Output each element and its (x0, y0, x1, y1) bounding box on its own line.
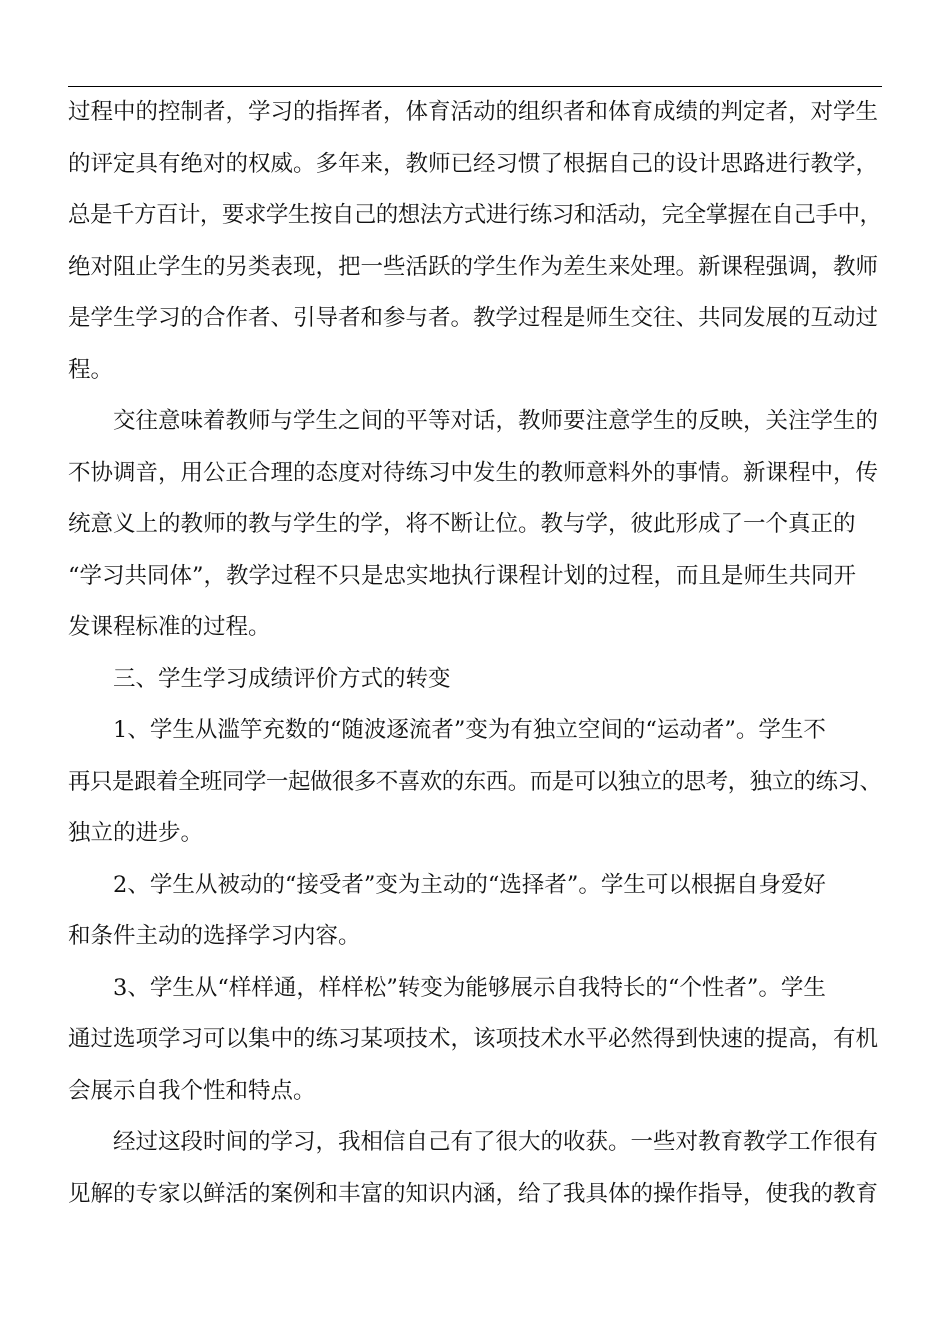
document-body (68, 97, 882, 1230)
header-rule (68, 86, 882, 87)
text-line: “学习共同体”，教学过程不只是忠实地执行课程计划的过程，而且是师生共同开 (68, 562, 857, 589)
text-line: 再只是跟着全班同学一起做很多不喜欢的东西。而是可以独立的思考，独立的练习、 (68, 768, 882, 795)
text-line: 独立的进步。 (68, 820, 204, 846)
text-line: 三、学生学习成绩评价方式的转变 (113, 665, 451, 692)
text-line: 2、学生从被动的“接受者”变为主动的“选择者”。学生可以根据自身爱好 (113, 871, 826, 898)
text-line: 的评定具有绝对的权威。多年来，教师已经习惯了根据自己的设计思路进行教学， (68, 150, 879, 177)
text-line: 会展示自我个性和特点。 (68, 1077, 316, 1104)
text-line: 总是千方百计，要求学生按自己的想法方式进行练习和活动，完全掌握在自己手中， (68, 202, 882, 228)
text-line: 不协调音，用公正合理的态度对待练习中发生的教师意料外的事情。新课程中，传 (68, 459, 879, 486)
text-line: 通过选项学习可以集中的练习某项技术，该项技术水平必然得到快速的提高，有机 (68, 1026, 879, 1052)
text-line: 1、学生从滥竽充数的“随波逐流者”变为有独立空间的“运动者”。学生不 (113, 717, 826, 743)
text-line: 统意义上的教师的教与学生的学，将不断让位。教与学，彼此形成了一个真正的 (68, 511, 856, 537)
text-line: 交往意味着教师与学生之间的平等对话，教师要注意学生的反映，关注学生的 (113, 408, 879, 434)
text-line: 和条件主动的选择学习内容。 (68, 923, 361, 949)
text-line: 绝对阻止学生的另类表现，把一些活跃的学生作为差生来处理。新课程强调，教师 (68, 253, 879, 280)
text-line: 程。 (68, 356, 114, 383)
text-line: 见解的专家以鲜活的案例和丰富的知识内涵，给了我具体的操作指导，使我的教育 (68, 1180, 879, 1207)
text-line: 发课程标准的过程。 (68, 614, 271, 640)
text-line: 过程中的控制者，学习的指挥者，体育活动的组织者和体育成绩的判定者，对学生 (68, 99, 879, 125)
text-line: 3、学生从“样样通，样样松”转变为能够展示自我特长的“个性者”。学生 (113, 974, 826, 1001)
text-line: 经过这段时间的学习，我相信自己有了很大的收获。一些对教育教学工作很有 (113, 1129, 879, 1155)
text-line: 是学生学习的合作者、引导者和参与者。教学过程是师生交往、共同发展的互动过 (68, 305, 879, 331)
